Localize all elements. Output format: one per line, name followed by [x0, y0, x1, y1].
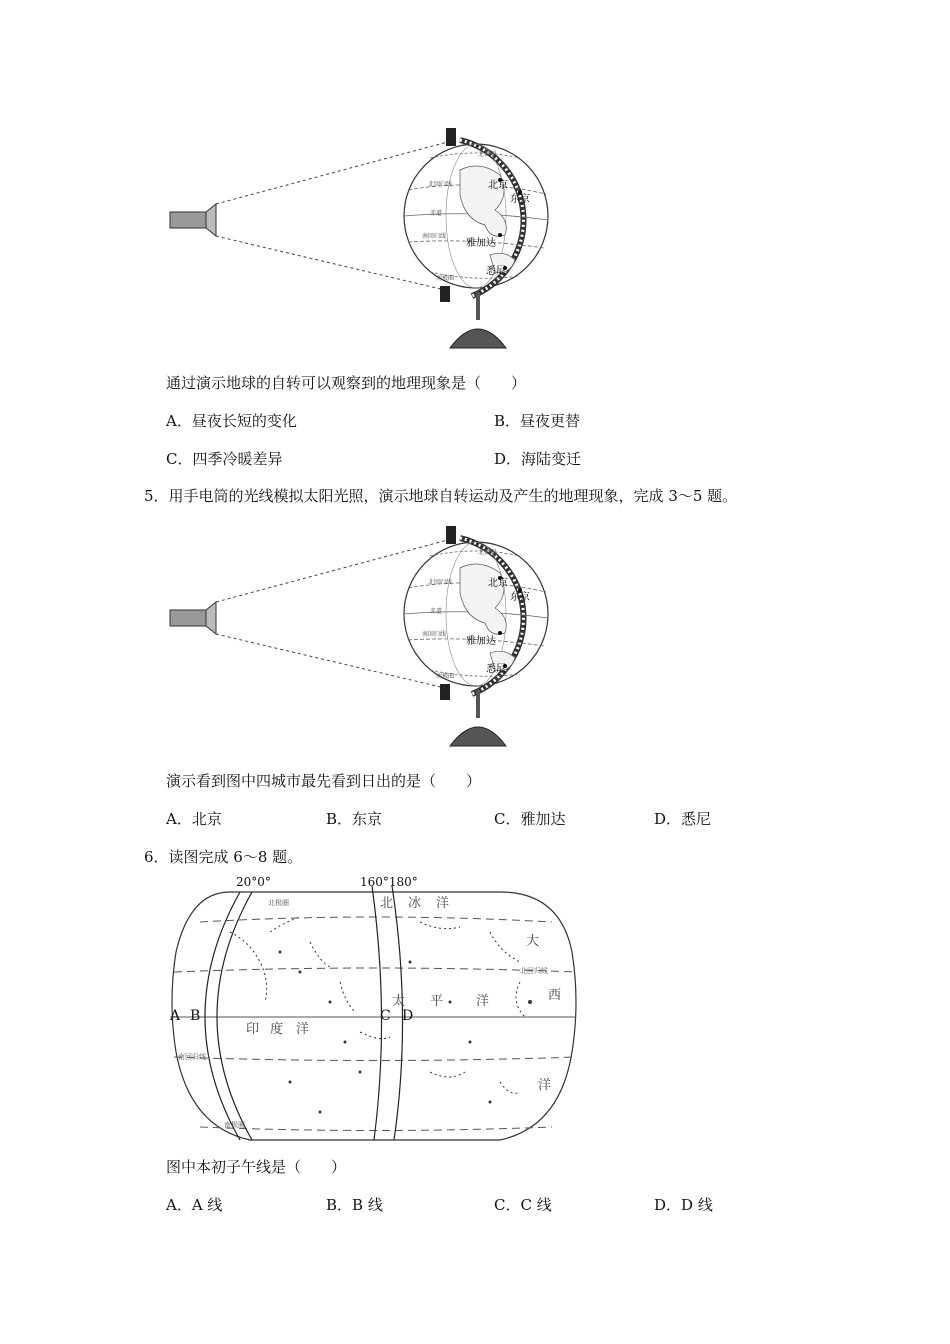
map-point-a: A [170, 1008, 181, 1024]
globe-line-label: 北回归线 [428, 181, 453, 188]
ocean-label: 洋 [476, 994, 490, 1009]
globe-line-label: 赤道 [430, 608, 443, 615]
city-label-tokyo: 东京 [510, 592, 530, 603]
globe-line-label: 南极圈 [436, 673, 455, 680]
q5-option-a[interactable]: A．北京 [166, 810, 222, 828]
ocean-label: 北 [380, 896, 394, 911]
q5-option-b[interactable]: B．东京 [326, 810, 383, 828]
globe-line-label: 北回归线 [428, 579, 453, 586]
q6-option-a[interactable]: A．A 线 [166, 1196, 223, 1214]
flashlight-icon [170, 204, 216, 236]
city-label-beijing: 北京 [488, 578, 508, 589]
q4-option-b[interactable]: B．昼夜更替 [494, 412, 581, 430]
question-5-intro: 5．用手电筒的光线模拟太阳光照，演示地球自转运动及产生的地理现象，完成 3～5 题。 [144, 487, 738, 505]
world-map-figure [160, 872, 590, 1147]
question-4-stem: 通过演示地球的自转可以观察到的地理现象是（ ） [166, 374, 527, 392]
ocean-label: 度 [270, 1022, 284, 1037]
q4-option-d[interactable]: D．海陆变迁 [494, 450, 582, 468]
question-6-intro: 6．读图完成 6～8 题。 [144, 848, 303, 866]
q6-option-c[interactable]: C．C 线 [494, 1196, 552, 1214]
globe-figure-2 [160, 518, 560, 758]
ocean-label: 冰 [408, 896, 422, 911]
question-6-stem: 图中本初子午线是（ ） [166, 1158, 347, 1176]
ocean-label: 大 [526, 934, 540, 949]
q5-option-c[interactable]: C．雅加达 [494, 810, 566, 828]
map-line-label-antarctic: 南极圈 [224, 1121, 245, 1129]
city-label-tokyo: 东京 [510, 194, 530, 205]
city-label-jakarta: 雅加达 [466, 636, 496, 647]
ocean-label: 洋 [538, 1078, 552, 1093]
map-line-label-arctic: 北极圈 [268, 899, 289, 907]
globe-line-label: 南回归线 [422, 233, 447, 240]
ocean-label: 洋 [436, 896, 450, 911]
globe-figure-1 [160, 120, 560, 360]
map-point-b: B [190, 1008, 201, 1024]
ocean-label: 洋 [296, 1022, 310, 1037]
q5-option-d[interactable]: D．悉尼 [654, 810, 712, 828]
globe-line-label: 北极圈 [478, 549, 497, 556]
q6-option-b[interactable]: B．B 线 [326, 1196, 383, 1214]
ocean-label: 西 [548, 988, 562, 1003]
q6-option-d[interactable]: D．D 线 [654, 1196, 713, 1214]
map-point-d: D [402, 1008, 414, 1024]
map-point-c: C [380, 1008, 391, 1024]
ocean-label: 平 [430, 994, 444, 1009]
question-5-stem: 演示看到图中四城市最先看到日出的是（ ） [166, 772, 482, 790]
q4-option-c[interactable]: C．四季冷暖差异 [166, 450, 283, 468]
city-label-sydney: 悉尼 [486, 266, 506, 277]
city-label-sydney: 悉尼 [486, 664, 506, 675]
globe-line-label: 南极圈 [436, 275, 455, 282]
ocean-label: 印 [246, 1022, 260, 1037]
ocean-label: 太 [392, 994, 406, 1009]
map-top-label-180: 160°180° [360, 875, 418, 889]
city-label-beijing: 北京 [488, 180, 508, 191]
flashlight-icon [170, 602, 216, 634]
globe-line-label: 北极圈 [478, 151, 497, 158]
map-line-label-cancer: 北回归线 [520, 967, 548, 975]
map-top-label-0: 20°0° [236, 875, 271, 889]
globe-line-label: 赤道 [430, 210, 443, 217]
globe-line-label: 南回归线 [422, 631, 447, 638]
q4-option-a[interactable]: A．昼夜长短的变化 [166, 412, 297, 430]
city-label-jakarta: 雅加达 [466, 238, 496, 249]
map-line-label-capricorn: 南回归线 [178, 1053, 206, 1061]
